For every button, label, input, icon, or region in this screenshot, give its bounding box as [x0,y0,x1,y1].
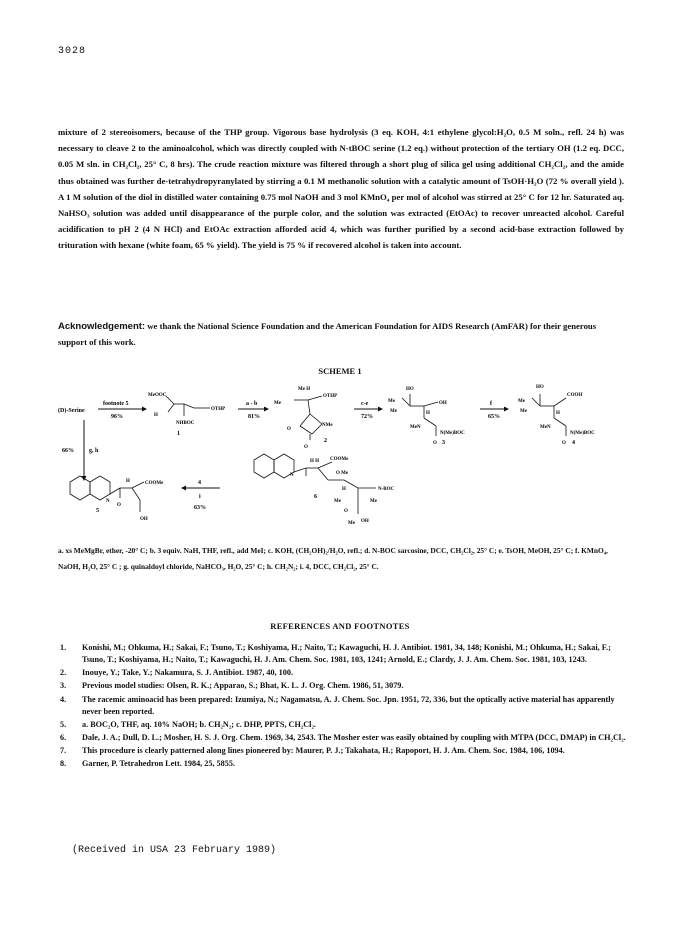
compound-4-label: 4 [572,440,575,446]
body-paragraph [58,124,624,254]
arrow-step-2 [238,407,269,412]
reaction-scheme [58,378,628,538]
step4-reagent: f [490,401,492,407]
reference-number: 5. [60,719,67,729]
left-reagent-4: 4 [198,480,201,486]
down-reagent: g, h [89,448,99,454]
svg-text:NMe: NMe [322,423,333,428]
svg-text:O: O [344,509,348,514]
acknowledgement-heading: Acknowledgement: [58,321,146,332]
svg-text:OTHP: OTHP [323,394,338,399]
svg-text:H: H [342,487,346,492]
references-list [60,642,630,772]
reference-item [60,680,630,692]
svg-text:Me H: Me H [298,387,311,392]
svg-text:O: O [304,445,308,450]
svg-text:HO: HO [406,387,414,392]
compound-6-label: 6 [314,494,317,500]
acknowledgement [58,319,624,350]
svg-text:Me: Me [348,521,355,526]
arrow-step-down [82,420,87,481]
step1-yield: 96% [111,414,123,420]
left-yield: 63% [194,505,206,511]
reference-text: This procedure is clearly patterned along lines pioneered by: Maurer, P. J.; Takahata, H.; Rapoport, H. J. Am. Chem. Soc. 1984, 106, 1094. [82,746,565,756]
svg-text:N: N [290,473,294,478]
acknowledgement-text: we thank the National Science Foundation and the American Foundation for AIDS Research (AmFAR) for their generous support of this work. [58,321,597,347]
arrow-step-3 [354,407,383,412]
reference-text: Previous model studies: Olsen, R. K.; Apparao, S.; Bhat, K. L. J. Org. Chem. 1986, 51, 3079. [82,681,404,691]
reference-number: 4. [60,694,67,704]
compound-5-structure [70,476,144,512]
reference-item [60,694,630,718]
svg-text:H: H [426,411,430,416]
arrow-step-left [181,486,220,491]
svg-text:O: O [562,441,566,446]
svg-text:Me: Me [370,499,377,504]
reference-number: 2. [60,668,67,678]
reference-text: Inouye, Y.; Take, Y.; Nakamura, S. J. Antibiot. 1987, 40, 100. [82,668,294,678]
reference-item [60,719,630,731]
reference-number: 1. [60,643,67,652]
left-reagent: i [199,494,201,500]
reference-text: a. BOC₂O, THF, aq. 10% NaOH; b. CH₂N₂; c. DHP, PPTS, CH₂Cl₂. [82,719,316,729]
reference-text: Dale, J. A.; Dull, D. L.; Mosher, H. S. J. Org. Chem. 1969, 34, 2543. The Mosher ester was easily obtained by coupling with MTPA (DCC, DMAP) in CH₂Cl₂. [82,732,626,742]
scheme-start-label: (D)-Serine [58,408,85,414]
svg-text:N-BOC: N-BOC [378,487,395,492]
step3-reagent: c-e [361,401,369,407]
reference-number: 3. [60,681,67,691]
svg-text:O: O [287,427,291,432]
svg-text:Me: Me [520,409,527,414]
compound-1-structure [166,396,210,416]
svg-text:N: N [106,499,110,504]
reference-text: The racemic aminoacid has been prepared: Izumiya, N.; Nagamatsu, A. J. Chem. Soc. Jpn. 1951, 72, 336, but the optically active material has apparently never been reported. [82,694,615,716]
svg-text:O Me: O Me [336,471,349,476]
svg-text:COOMe: COOMe [145,481,164,486]
reference-text: Konishi, M.; Ohkuma, H.; Sakai, F.; Tsuno, T.; Koshiyama, H.; Naito, T.; Kawaguchi, H. J. Antibiot. 1981, 34, 148; Konishi, M.; Ohkuma, H.; Sakai, F.; Tsuno, T.; Koshiyama, H.; Naito, T.; Kawaguchi, H. J. Am. Chem. Soc. 1981, 103, 1241; Arnold, E.; Clardy, J. J. Am. Chem. Soc. 1981, 103, 1243. [82,643,611,664]
svg-text:Me: Me [274,401,281,406]
svg-text:OH: OH [361,519,369,524]
svg-text:O: O [117,503,121,508]
step2-yield: 81% [248,414,260,420]
reference-number: 7. [60,746,67,756]
svg-text:Me: Me [518,399,525,404]
reference-item [60,758,630,770]
svg-text:OH: OH [439,401,447,406]
reference-text: Garner, P. Tetrahedron Lett. 1984, 25, 5855. [82,759,235,769]
compound-1-label: 1 [177,431,180,437]
svg-text:MeN: MeN [410,425,421,430]
arrow-step-4 [480,407,509,412]
svg-text:HO: HO [536,385,544,390]
svg-text:N(Me)BOC: N(Me)BOC [570,431,595,436]
svg-text:COOH: COOH [567,393,583,398]
body-paragraph-text: mixture of 2 stereoisomers, because of the THP group. Vigorous base hydrolysis (3 eq. KOH, 4:1 ethylene glycol:H₂O, 0.5 M soln., refl. 24 h) was necessary to cleave 2 to the aminoalcohol, which was directly coupled with N-tBOC serine (1.2 eq.) without protection of the tertiary OH (1.2 eq. DCC, 0.05 M sln. in CH₂Cl₂, 25° C, 8 hrs). The crude reaction mixture was filtered through a short plug of silica gel using additional CH₂Cl₂, and the amide thus obtained was further de-tetrahydropyranylated by stirring a 0.1 M methanolic solution with a catalytic amount of TsOH·H₂O (72 % overall yield ). A 1 M solution of the diol in distilled water containing 0.75 mol NaOH and 3 mol KMnO₄ per mol of alcohol was stirred at 25° C for 12 hr. Saturated aq. NaHSO₃ solution was added until disappearance of the purple color, and the solution was extracted (EtOAc) to recover unreacted alcohol. Careful acidification to pH 2 (4 N HCl) and EtOAc extraction afforded acid 4, which was further purified by a second acid-base extraction followed by trituration with hexane (white foam, 65 % yield). The yield is 75 % if recovered alcohol is taken into account. [58,127,624,251]
page-number: 3028 [58,46,87,57]
svg-text:O: O [433,441,437,446]
reference-number: 8. [60,759,67,769]
svg-text:Me: Me [390,409,397,414]
svg-text:OTHP: OTHP [211,407,226,412]
compound-3-label: 3 [442,440,445,446]
svg-text:H: H [126,479,130,484]
svg-text:COOMe: COOMe [330,457,349,462]
reference-number: 6. [60,732,67,742]
svg-text:H: H [556,411,560,416]
step1-reagent: footnote 5 [103,401,129,407]
references-title: REFERENCES AND FOOTNOTES [270,621,410,631]
step3-yield: 72% [361,414,373,420]
step2-reagent: a - b [246,401,258,407]
svg-text:Me: Me [334,499,341,504]
scheme-title: SCHEME 1 [318,366,362,376]
compound-2-label: 2 [324,438,327,444]
reference-item [60,642,630,666]
svg-text:MeN: MeN [540,425,551,430]
reference-item [60,745,630,757]
scheme-footnote: a. xs MeMgBr, ether, -20° C; b. 3 equiv. NaH, THF, refl., add MeI; c. KOH, (CH₂OH)₂/H₂O, refl.; d. N-BOC sarcosine, DCC, CH₂Cl₂, 25° C; e. TsOH, MeOH, 25° C; f. KMnO₄, NaOH, H₂O, 25° C ; g. quinaldoyl chloride, NaHCO₃, H₂O, 25° C; h. CH₂N₂; i. 4, DCC, CH₂Cl₂, 25° C. [58,546,608,572]
reference-item [60,732,630,744]
reference-item [60,667,630,679]
down-yield: 66% [62,448,74,454]
svg-text:MeOOC: MeOOC [148,393,167,398]
compound-2-structure [294,396,322,440]
svg-text:NHBOC: NHBOC [176,421,195,426]
compound-5-label: 5 [96,508,99,514]
svg-text:H: H [154,413,158,418]
svg-text:N(Me)BOC: N(Me)BOC [440,431,465,436]
arrow-step-1 [98,407,147,412]
step4-yield: 65% [488,414,500,420]
svg-text:OH: OH [140,517,148,522]
received-date: (Received in USA 23 February 1989) [72,845,277,856]
svg-text:H H: H H [310,459,320,464]
svg-text:Me: Me [388,399,395,404]
